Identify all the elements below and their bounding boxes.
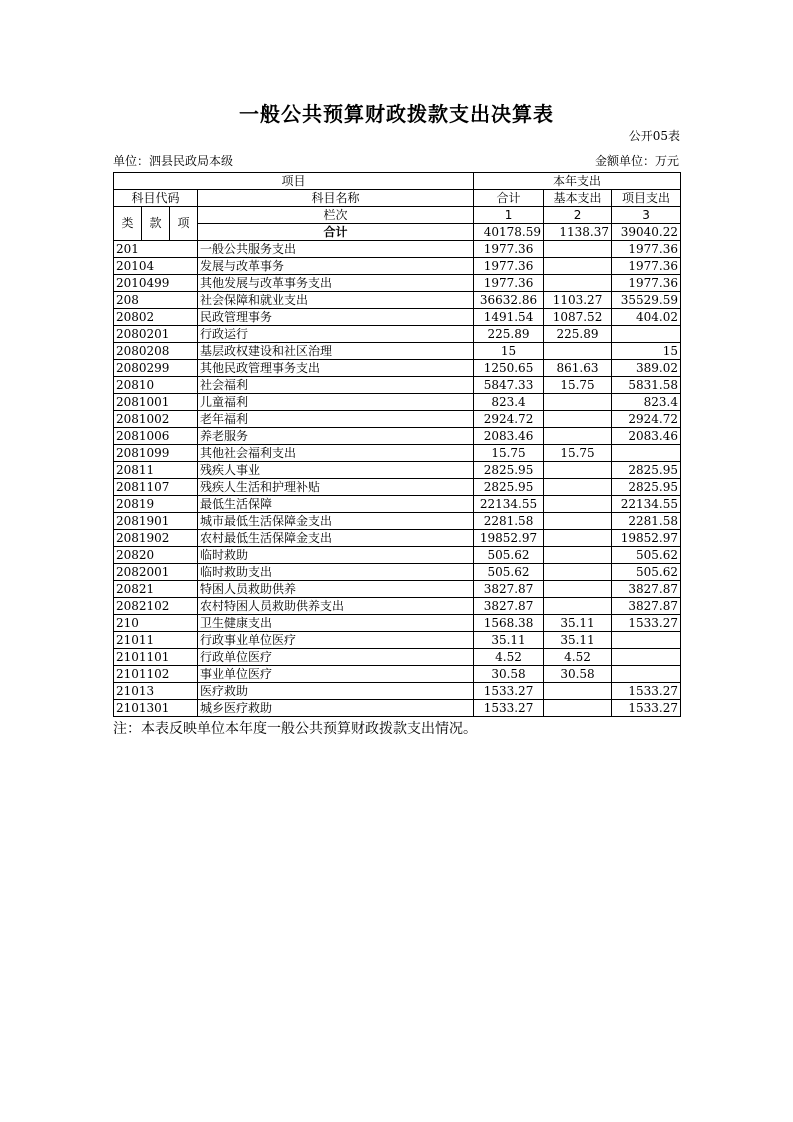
row-code: 20104 — [114, 258, 198, 275]
row-name: 老年福利 — [198, 411, 474, 428]
expenditure-table — [113, 172, 681, 717]
row-basic — [544, 547, 612, 564]
row-code: 21013 — [114, 683, 198, 700]
row-name: 社会福利 — [198, 377, 474, 394]
row-project: 3827.87 — [612, 598, 681, 615]
table-row — [114, 258, 681, 275]
row-basic: 15.75 — [544, 445, 612, 462]
table-row — [114, 394, 681, 411]
header-row-1 — [114, 173, 681, 190]
row-total: 15.75 — [474, 445, 544, 462]
row-basic — [544, 513, 612, 530]
row-name: 社会保障和就业支出 — [198, 292, 474, 309]
row-total: 22134.55 — [474, 496, 544, 513]
row-basic: 15.75 — [544, 377, 612, 394]
row-project: 1533.27 — [612, 700, 681, 717]
row-code: 2101301 — [114, 700, 198, 717]
row-basic: 225.89 — [544, 326, 612, 343]
row-project: 389.02 — [612, 360, 681, 377]
table-row — [114, 411, 681, 428]
row-project: 15 — [612, 343, 681, 360]
row-basic — [544, 530, 612, 547]
table-row — [114, 292, 681, 309]
row-project: 2825.95 — [612, 479, 681, 496]
row-code: 208 — [114, 292, 198, 309]
row-name: 临时救助支出 — [198, 564, 474, 581]
row-code: 201 — [114, 241, 198, 258]
header-item: 项目 — [114, 173, 474, 190]
row-project — [612, 326, 681, 343]
row-name: 农村最低生活保障金支出 — [198, 530, 474, 547]
row-code: 2081099 — [114, 445, 198, 462]
row-project: 505.62 — [612, 564, 681, 581]
row-project: 2083.46 — [612, 428, 681, 445]
table-row — [114, 615, 681, 632]
table-row — [114, 666, 681, 683]
row-code: 2101102 — [114, 666, 198, 683]
grand-basic-value: 1138.37 — [544, 224, 612, 241]
row-name: 基层政权建设和社区治理 — [198, 343, 474, 360]
row-total: 1568.38 — [474, 615, 544, 632]
row-code: 2080208 — [114, 343, 198, 360]
reporting-unit: 单位：泗县民政局本级 — [113, 154, 234, 168]
row-basic — [544, 496, 612, 513]
table-body — [114, 173, 681, 717]
row-project: 1533.27 — [612, 615, 681, 632]
row-name: 其他民政管理事务支出 — [198, 360, 474, 377]
row-project: 823.4 — [612, 394, 681, 411]
row-name: 一般公共服务支出 — [198, 241, 474, 258]
table-row — [114, 530, 681, 547]
row-code: 2081001 — [114, 394, 198, 411]
row-name: 医疗救助 — [198, 683, 474, 700]
row-total: 1977.36 — [474, 258, 544, 275]
row-project: 1977.36 — [612, 258, 681, 275]
table-row — [114, 700, 681, 717]
row-project — [612, 632, 681, 649]
row-code: 2081006 — [114, 428, 198, 445]
row-basic: 861.63 — [544, 360, 612, 377]
row-basic — [544, 241, 612, 258]
row-code: 20810 — [114, 377, 198, 394]
header-col-1: 1 — [474, 207, 544, 224]
row-name: 残疾人事业 — [198, 462, 474, 479]
row-basic — [544, 479, 612, 496]
row-basic — [544, 394, 612, 411]
row-total: 1977.36 — [474, 241, 544, 258]
row-total: 3827.87 — [474, 581, 544, 598]
row-total: 823.4 — [474, 394, 544, 411]
table-row — [114, 343, 681, 360]
row-total: 1533.27 — [474, 683, 544, 700]
row-total: 2825.95 — [474, 479, 544, 496]
row-total: 19852.97 — [474, 530, 544, 547]
report-title: 一般公共预算财政拨款支出决算表 — [239, 102, 554, 126]
row-project — [612, 445, 681, 462]
row-code: 2082102 — [114, 598, 198, 615]
footnote: 注：本表反映单位本年度一般公共预算财政拨款支出情况。 — [113, 721, 477, 737]
grand-total-row — [114, 224, 681, 241]
row-project: 35529.59 — [612, 292, 681, 309]
header-row-3 — [114, 207, 681, 224]
table-row — [114, 632, 681, 649]
row-code: 210 — [114, 615, 198, 632]
table-row — [114, 360, 681, 377]
row-name: 特困人员救助供养 — [198, 581, 474, 598]
grand-total-value: 40178.59 — [474, 224, 544, 241]
header-total: 合计 — [474, 190, 544, 207]
row-total: 36632.86 — [474, 292, 544, 309]
header-lei: 类 — [114, 207, 142, 241]
row-project: 5831.58 — [612, 377, 681, 394]
row-code: 20820 — [114, 547, 198, 564]
table-row — [114, 683, 681, 700]
row-basic — [544, 683, 612, 700]
row-code: 20811 — [114, 462, 198, 479]
table-row — [114, 445, 681, 462]
row-basic — [544, 581, 612, 598]
row-code: 2081902 — [114, 530, 198, 547]
row-basic — [544, 258, 612, 275]
row-basic — [544, 700, 612, 717]
row-project: 19852.97 — [612, 530, 681, 547]
row-total: 1977.36 — [474, 275, 544, 292]
header-xiang: 项 — [170, 207, 198, 241]
row-total: 505.62 — [474, 547, 544, 564]
header-subject-code: 科目代码 — [114, 190, 198, 207]
row-total: 3827.87 — [474, 598, 544, 615]
row-name: 城乡医疗救助 — [198, 700, 474, 717]
row-basic — [544, 275, 612, 292]
row-total: 2281.58 — [474, 513, 544, 530]
row-name: 残疾人生活和护理补贴 — [198, 479, 474, 496]
row-code: 2081002 — [114, 411, 198, 428]
row-name: 行政单位医疗 — [198, 649, 474, 666]
row-name: 发展与改革事务 — [198, 258, 474, 275]
table-row — [114, 275, 681, 292]
row-basic: 1087.52 — [544, 309, 612, 326]
row-total: 1533.27 — [474, 700, 544, 717]
table-row — [114, 377, 681, 394]
table-row — [114, 598, 681, 615]
row-name: 养老服务 — [198, 428, 474, 445]
row-name: 行政运行 — [198, 326, 474, 343]
row-basic — [544, 411, 612, 428]
row-basic — [544, 598, 612, 615]
row-name: 最低生活保障 — [198, 496, 474, 513]
grand-project-value: 39040.22 — [612, 224, 681, 241]
row-project: 404.02 — [612, 309, 681, 326]
row-basic: 1103.27 — [544, 292, 612, 309]
row-total: 2083.46 — [474, 428, 544, 445]
row-code: 2010499 — [114, 275, 198, 292]
row-total: 225.89 — [474, 326, 544, 343]
row-project: 3827.87 — [612, 581, 681, 598]
row-total: 15 — [474, 343, 544, 360]
table-row — [114, 564, 681, 581]
header-lanci: 栏次 — [198, 207, 474, 224]
row-project: 1977.36 — [612, 241, 681, 258]
row-total: 30.58 — [474, 666, 544, 683]
row-code: 2082001 — [114, 564, 198, 581]
header-project: 项目支出 — [612, 190, 681, 207]
header-col-2: 2 — [544, 207, 612, 224]
table-row — [114, 649, 681, 666]
row-code: 20802 — [114, 309, 198, 326]
row-name: 农村特困人员救助供养支出 — [198, 598, 474, 615]
row-project: 2281.58 — [612, 513, 681, 530]
header-basic: 基本支出 — [544, 190, 612, 207]
row-name: 临时救助 — [198, 547, 474, 564]
row-code: 20819 — [114, 496, 198, 513]
row-total: 4.52 — [474, 649, 544, 666]
table-row — [114, 326, 681, 343]
row-project: 1533.27 — [612, 683, 681, 700]
row-basic — [544, 462, 612, 479]
row-name: 其他发展与改革事务支出 — [198, 275, 474, 292]
form-number: 公开05表 — [628, 129, 680, 143]
row-project: 22134.55 — [612, 496, 681, 513]
row-basic: 35.11 — [544, 632, 612, 649]
table-row — [114, 241, 681, 258]
row-total: 35.11 — [474, 632, 544, 649]
row-project: 2924.72 — [612, 411, 681, 428]
row-basic — [544, 564, 612, 581]
table-row — [114, 496, 681, 513]
row-project: 2825.95 — [612, 462, 681, 479]
grand-total-label: 合计 — [198, 224, 474, 241]
row-project: 1977.36 — [612, 275, 681, 292]
amount-unit: 金额单位：万元 — [594, 154, 679, 168]
row-basic: 35.11 — [544, 615, 612, 632]
row-code: 2080201 — [114, 326, 198, 343]
table-row — [114, 581, 681, 598]
row-total: 1491.54 — [474, 309, 544, 326]
row-total: 2825.95 — [474, 462, 544, 479]
table-row — [114, 428, 681, 445]
row-basic — [544, 343, 612, 360]
header-col-3: 3 — [612, 207, 681, 224]
row-total: 5847.33 — [474, 377, 544, 394]
header-row-2 — [114, 190, 681, 207]
row-total: 2924.72 — [474, 411, 544, 428]
header-subject-name: 科目名称 — [198, 190, 474, 207]
row-project — [612, 666, 681, 683]
row-code: 2081107 — [114, 479, 198, 496]
table-row — [114, 479, 681, 496]
row-code: 2101101 — [114, 649, 198, 666]
table-row — [114, 547, 681, 564]
table-row — [114, 462, 681, 479]
header-current-year: 本年支出 — [474, 173, 681, 190]
row-project: 505.62 — [612, 547, 681, 564]
row-code: 21011 — [114, 632, 198, 649]
row-name: 城市最低生活保障金支出 — [198, 513, 474, 530]
row-code: 2081901 — [114, 513, 198, 530]
row-name: 其他社会福利支出 — [198, 445, 474, 462]
row-name: 卫生健康支出 — [198, 615, 474, 632]
table-row — [114, 513, 681, 530]
row-basic — [544, 428, 612, 445]
row-basic: 4.52 — [544, 649, 612, 666]
row-code: 2080299 — [114, 360, 198, 377]
row-name: 儿童福利 — [198, 394, 474, 411]
row-name: 事业单位医疗 — [198, 666, 474, 683]
row-total: 505.62 — [474, 564, 544, 581]
row-total: 1250.65 — [474, 360, 544, 377]
row-code: 20821 — [114, 581, 198, 598]
row-project — [612, 649, 681, 666]
header-kuan: 款 — [142, 207, 170, 241]
row-name: 民政管理事务 — [198, 309, 474, 326]
row-basic: 30.58 — [544, 666, 612, 683]
table-row — [114, 309, 681, 326]
row-name: 行政事业单位医疗 — [198, 632, 474, 649]
